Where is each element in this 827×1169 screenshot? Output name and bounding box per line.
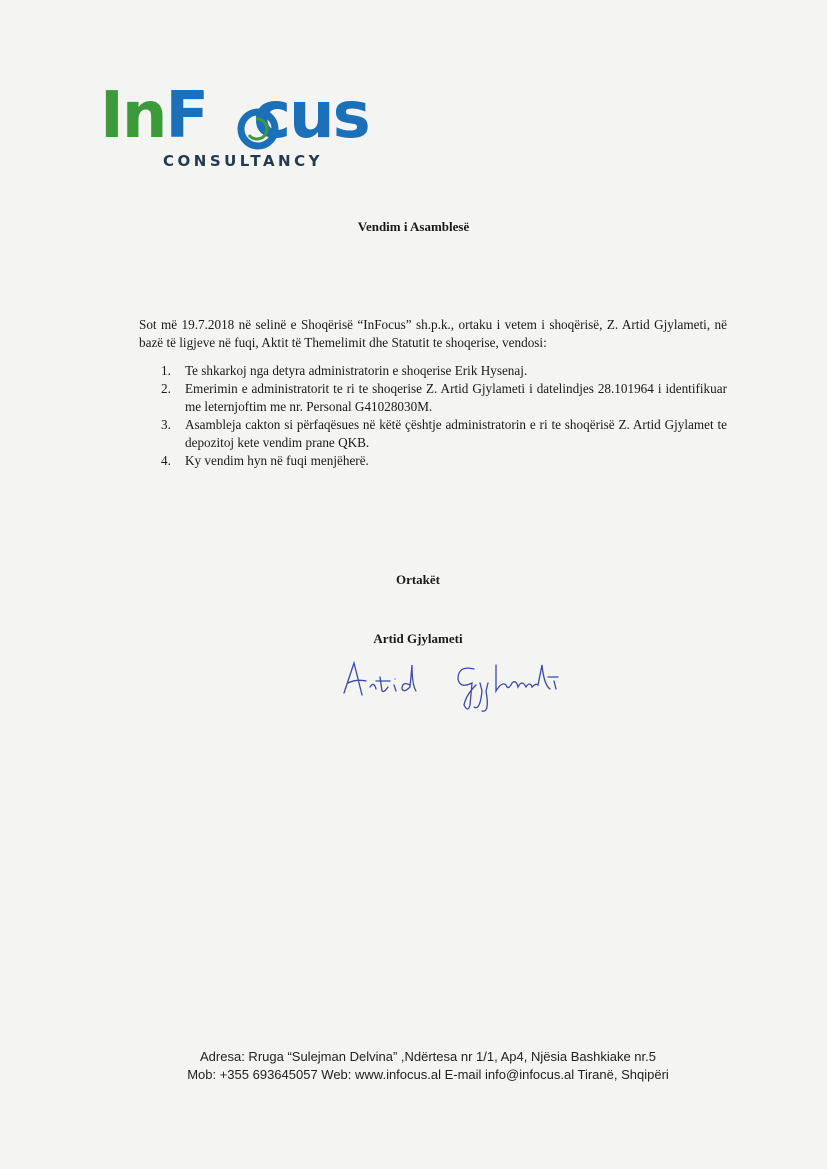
list-item (139, 380, 727, 416)
logo-cus: cus (253, 79, 369, 153)
list-item (139, 416, 727, 452)
logo-subtitle: CONSULTANCY (163, 152, 323, 170)
item-text: Emerimin e administratorit te ri te shoqerise Z. Artid Gjylameti i datelindjes 28.101964 i identifikuar me leternjoftim me nr. Personal G41028030M. (185, 381, 727, 414)
footer-address: Adresa: Rruga “Sulejman Delvina” ,Ndërtesa nr 1/1, Ap4, Njësia Bashkiake nr.5 (200, 1049, 656, 1064)
item-text: Asambleja cakton si përfaqësues në këtë çështje administratorin e ri te shoqërisë Z. Artid Gjylamet te depozitoj kete vendim prane QKB. (185, 417, 727, 450)
footer-contact (0, 1048, 827, 1084)
company-logo (100, 79, 390, 182)
footer-contacts: Mob: +355 693645057 Web: www.infocus.al E-mail info@infocus.al Tiranë, Shqipëri (187, 1067, 669, 1082)
item-text: Te shkarkoj nga detyra administratorin e shoqerise Erik Hysenaj. (185, 363, 528, 378)
partners-heading: Ortakët (395, 572, 441, 587)
handwritten-signature (340, 655, 610, 715)
decision-list (139, 362, 727, 470)
focus-circle-icon (235, 106, 281, 152)
item-number: 3. (161, 417, 171, 432)
logo-in: In (100, 79, 166, 153)
logo-f: F (165, 79, 208, 153)
item-text: Ky vendim hyn në fuqi menjëherë. (185, 453, 369, 468)
list-item (139, 362, 727, 380)
item-number: 1. (161, 363, 171, 378)
item-number: 2. (161, 381, 171, 396)
intro-paragraph: Sot më 19.7.2018 në selinë e Shoqërisë “InFocus” sh.p.k., ortaku i vetem i shoqërisë, Z. Artid Gjylameti, në bazë të ligjeve në fuqi, Aktit të Themelimit dhe Statutit te shoqerise, vendosi: (139, 317, 727, 350)
document-title: Vendim i Asamblesë (357, 219, 470, 234)
signatory-name: Artid Gjylameti (373, 631, 463, 646)
list-item (139, 452, 727, 470)
item-number: 4. (161, 453, 171, 468)
